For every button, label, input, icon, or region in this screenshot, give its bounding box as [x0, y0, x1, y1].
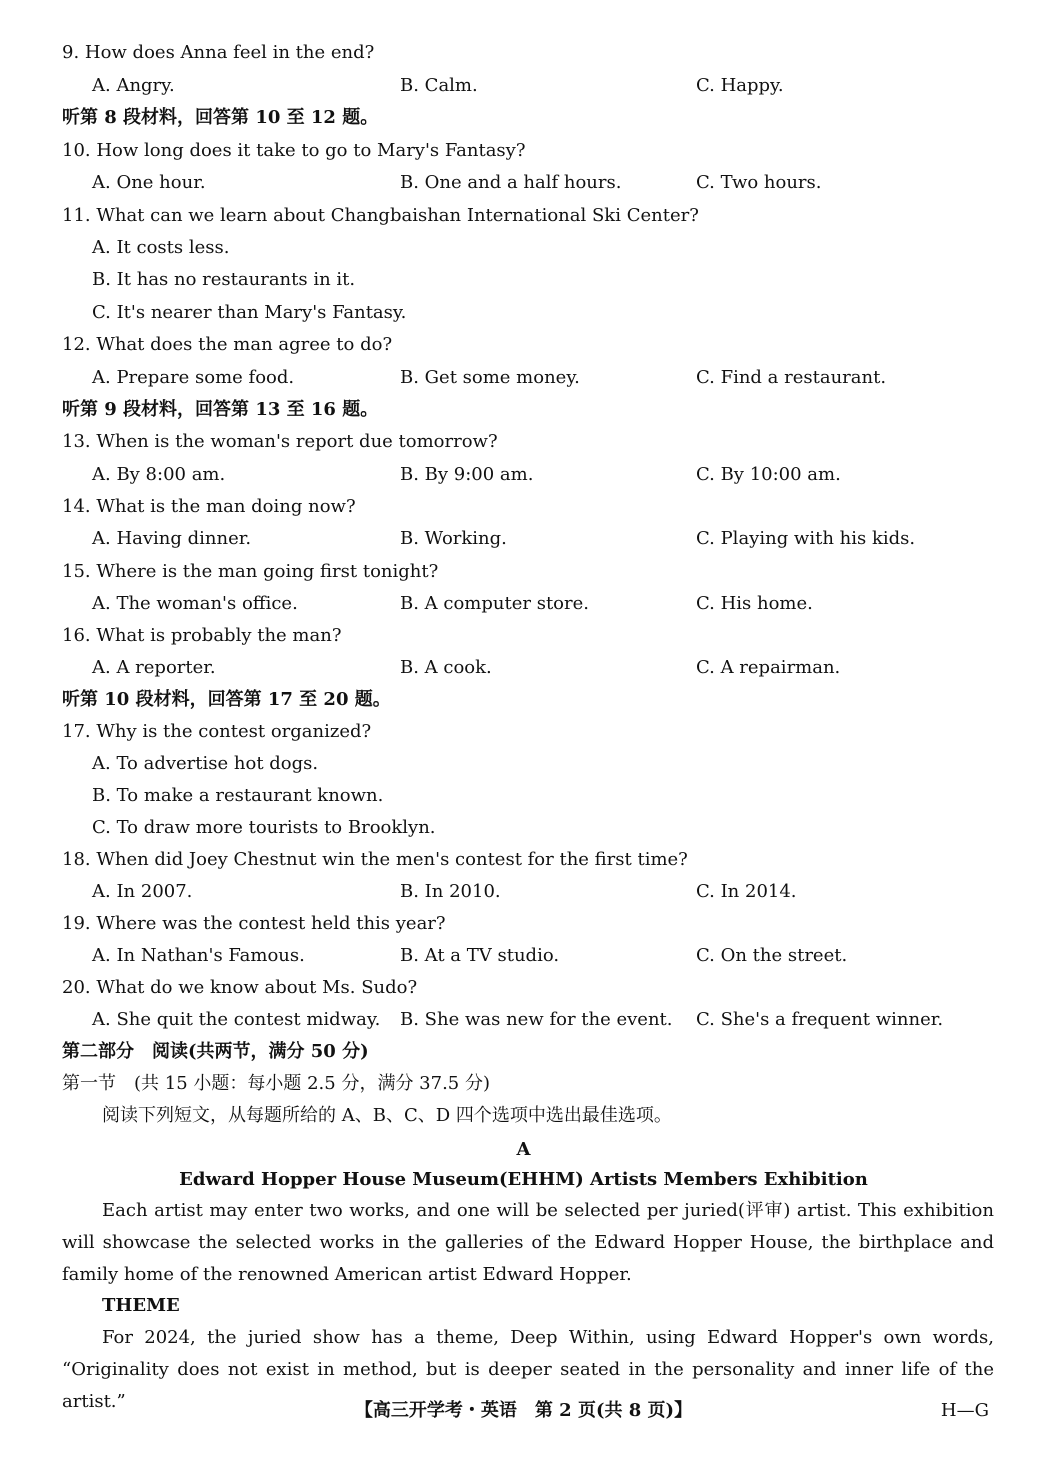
q13-option-a: A. By 8:00 am.: [92, 464, 226, 485]
question-10: 10. How long does it take to go to Mary's Fantasy?: [62, 140, 526, 161]
q13-option-b: B. By 9:00 am.: [400, 464, 534, 485]
question-13: 13. When is the woman's report due tomorrow?: [62, 431, 498, 452]
passage-paragraph-1: Each artist may enter two works, and one will be selected per juried(评审) artist. This exhibition will showcase the selected works in the galleries of the Edward Hopper House, the birthplace and family home of the renowned American artist Edward Hopper.: [62, 1200, 994, 1285]
q15-option-c: C. His home.: [696, 593, 813, 614]
q20-option-c: C. She's a frequent winner.: [696, 1009, 944, 1030]
question-12: 12. What does the man agree to do?: [62, 334, 393, 355]
q19-option-b: B. At a TV studio.: [400, 945, 560, 966]
q19-option-c: C. On the street.: [696, 945, 848, 966]
question-11: 11. What can we learn about Changbaishan International Ski Center?: [62, 205, 699, 226]
reading-instruction: 阅读下列短文，从每题所给的 A、B、C、D 四个选项中选出最佳选项。: [102, 1105, 672, 1126]
question-15: 15. Where is the man going first tonight?: [62, 561, 439, 582]
q13-option-c: C. By 10:00 am.: [696, 464, 841, 485]
passage-paragraph-2: For 2024, the juried show has a theme, Deep Within, using Edward Hopper's own words, “Originality does not exist in method, but is deeper seated in the personality and inner life of the artist.”: [62, 1327, 994, 1412]
q9-option-b: B. Calm.: [400, 75, 478, 96]
section-1-title: 第一节 (共 15 小题：每小题 2.5 分，满分 37.5 分): [62, 1073, 490, 1094]
question-9: 9. How does Anna feel in the end?: [62, 42, 375, 63]
q17-option-b: B. To make a restaurant known.: [92, 785, 384, 806]
q12-option-a: A. Prepare some food.: [92, 367, 295, 388]
q12-option-b: B. Get some money.: [400, 367, 580, 388]
paper-code: H—G: [940, 1400, 989, 1421]
q9-option-a: A. Angry.: [92, 75, 175, 96]
q11-option-a: A. It costs less.: [92, 237, 230, 258]
theme-heading: THEME: [102, 1295, 180, 1316]
q12-option-c: C. Find a restaurant.: [696, 367, 887, 388]
q15-option-a: A. The woman's office.: [92, 593, 298, 614]
q19-option-a: A. In Nathan's Famous.: [92, 945, 305, 966]
q10-option-c: C. Two hours.: [696, 172, 822, 193]
question-14: 14. What is the man doing now?: [62, 496, 356, 517]
q16-option-c: C. A repairman.: [696, 657, 841, 678]
question-18: 18. When did Joey Chestnut win the men's contest for the first time?: [62, 849, 688, 870]
passage-letter: A: [516, 1139, 531, 1160]
q9-option-c: C. Happy.: [696, 75, 784, 96]
q18-option-c: C. In 2014.: [696, 881, 797, 902]
section-9-header: 听第 9 段材料，回答第 13 至 16 题。: [62, 399, 379, 420]
q10-option-b: B. One and a half hours.: [400, 172, 622, 193]
passage-title: Edward Hopper House Museum(EHHM) Artists Members Exhibition: [179, 1169, 868, 1190]
q18-option-a: A. In 2007.: [92, 881, 193, 902]
question-20: 20. What do we know about Ms. Sudo?: [62, 977, 418, 998]
section-8-header: 听第 8 段材料，回答第 10 至 12 题。: [62, 107, 379, 128]
q17-option-a: A. To advertise hot dogs.: [92, 753, 319, 774]
q16-option-a: A. A reporter.: [92, 657, 216, 678]
q14-option-b: B. Working.: [400, 528, 507, 549]
q15-option-b: B. A computer store.: [400, 593, 589, 614]
question-17: 17. Why is the contest organized?: [62, 721, 372, 742]
q17-option-c: C. To draw more tourists to Brooklyn.: [92, 817, 436, 838]
section-10-header: 听第 10 段材料，回答第 17 至 20 题。: [62, 689, 391, 710]
question-19: 19. Where was the contest held this year?: [62, 913, 446, 934]
q14-option-c: C. Playing with his kids.: [696, 528, 916, 549]
q18-option-b: B. In 2010.: [400, 881, 501, 902]
q14-option-a: A. Having dinner.: [92, 528, 252, 549]
page-footer: 【高三开学考・英语 第 2 页(共 8 页)】: [354, 1400, 693, 1421]
part-2-title: 第二部分 阅读(共两节，满分 50 分): [62, 1041, 369, 1062]
q11-option-b: B. It has no restaurants in it.: [92, 269, 356, 290]
question-16: 16. What is probably the man?: [62, 625, 342, 646]
q10-option-a: A. One hour.: [92, 172, 206, 193]
q20-option-a: A. She quit the contest midway.: [92, 1009, 381, 1030]
q11-option-c: C. It's nearer than Mary's Fantasy.: [92, 302, 407, 323]
q16-option-b: B. A cook.: [400, 657, 492, 678]
q20-option-b: B. She was new for the event.: [400, 1009, 673, 1030]
